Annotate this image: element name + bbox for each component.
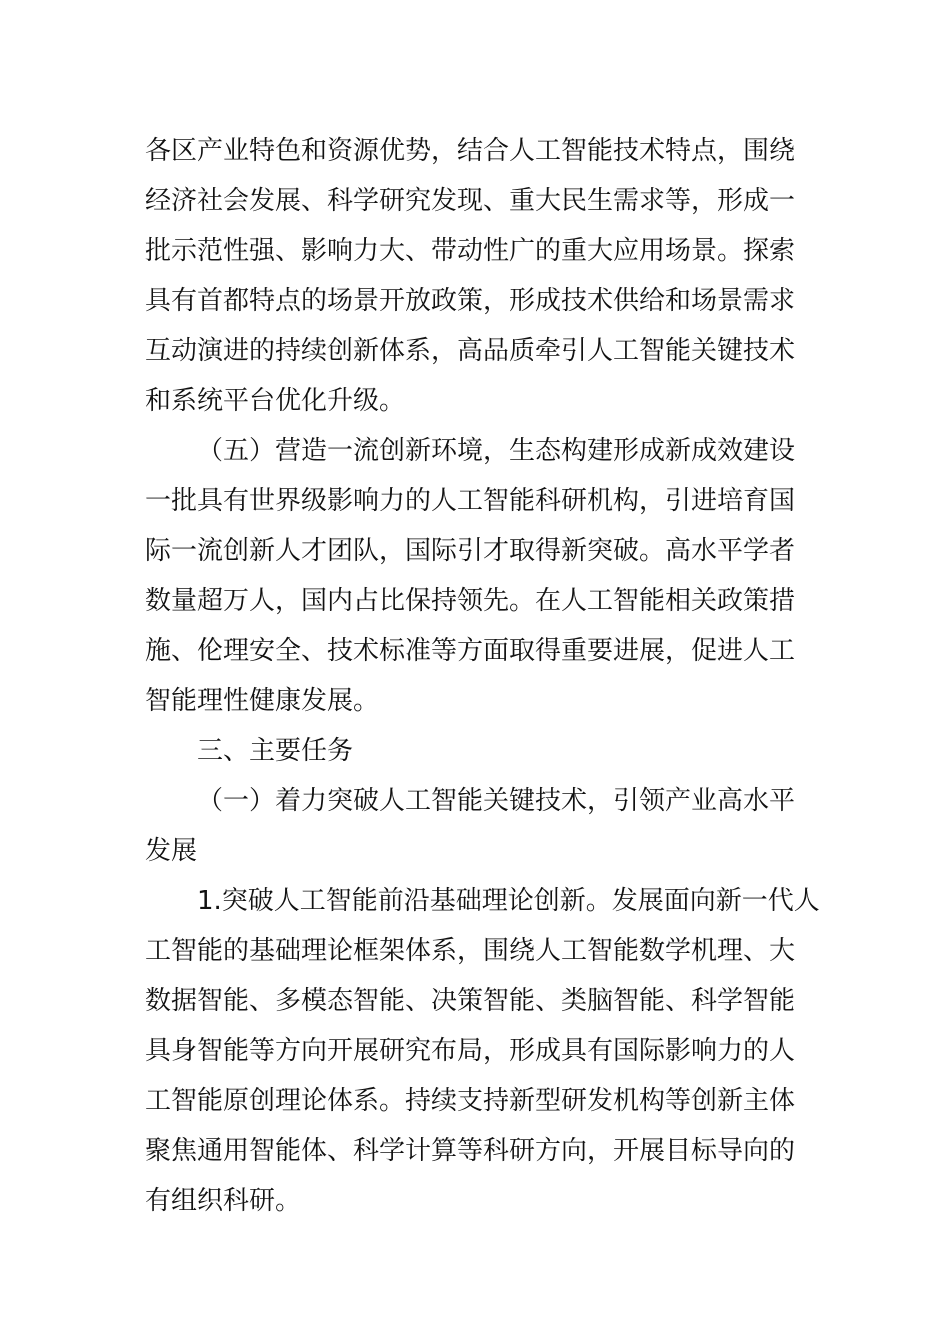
body-line: 和系统平台优化升级。	[145, 386, 406, 416]
body-line: 具身智能等方向开展研究布局，形成具有国际影响力的人	[145, 1036, 796, 1066]
section-heading-5: （五）营造一流创新环境，生态构建形成新成效建设	[197, 436, 796, 466]
body-line: 发展	[145, 836, 198, 866]
body-line: 际一流创新人才团队，国际引才取得新突破。高水平学者	[145, 536, 796, 566]
body-line: 数量超万人，国内占比保持领先。在人工智能相关政策措	[145, 586, 796, 616]
body-line: 批示范性强、影响力大、带动性广的重大应用场景。探索	[145, 236, 796, 266]
body-line: 一批具有世界级影响力的人工智能科研机构，引进培育国	[145, 486, 796, 516]
chapter-heading-main-tasks: 三、主要任务	[197, 736, 354, 766]
body-line: 数据智能、多模态智能、决策智能、类脑智能、科学智能	[145, 986, 796, 1016]
body-line: 各区产业特色和资源优势，结合人工智能技术特点，围绕	[145, 136, 796, 166]
body-line: 聚焦通用智能体、科学计算等科研方向，开展目标导向的	[145, 1136, 796, 1166]
item-heading-1: 1.突破人工智能前沿基础理论创新。发展面向新一代人	[197, 886, 820, 916]
body-line: 经济社会发展、科学研究发现、重大民生需求等，形成一	[145, 186, 796, 216]
body-line: 有组织科研。	[145, 1186, 302, 1216]
body-line: 互动演进的持续创新体系，高品质牵引人工智能关键技术	[145, 336, 796, 366]
body-line: 工智能原创理论体系。持续支持新型研发机构等创新主体	[145, 1086, 796, 1116]
body-line: 施、伦理安全、技术标准等方面取得重要进展，促进人工	[145, 636, 796, 666]
document-body	[145, 126, 820, 1226]
body-line: 智能理性健康发展。	[145, 686, 380, 716]
body-line: 工智能的基础理论框架体系，围绕人工智能数学机理、大	[145, 936, 796, 966]
body-line: 具有首都特点的场景开放政策，形成技术供给和场景需求	[145, 286, 796, 316]
section-heading-1: （一）着力突破人工智能关键技术，引领产业高水平	[197, 786, 796, 816]
